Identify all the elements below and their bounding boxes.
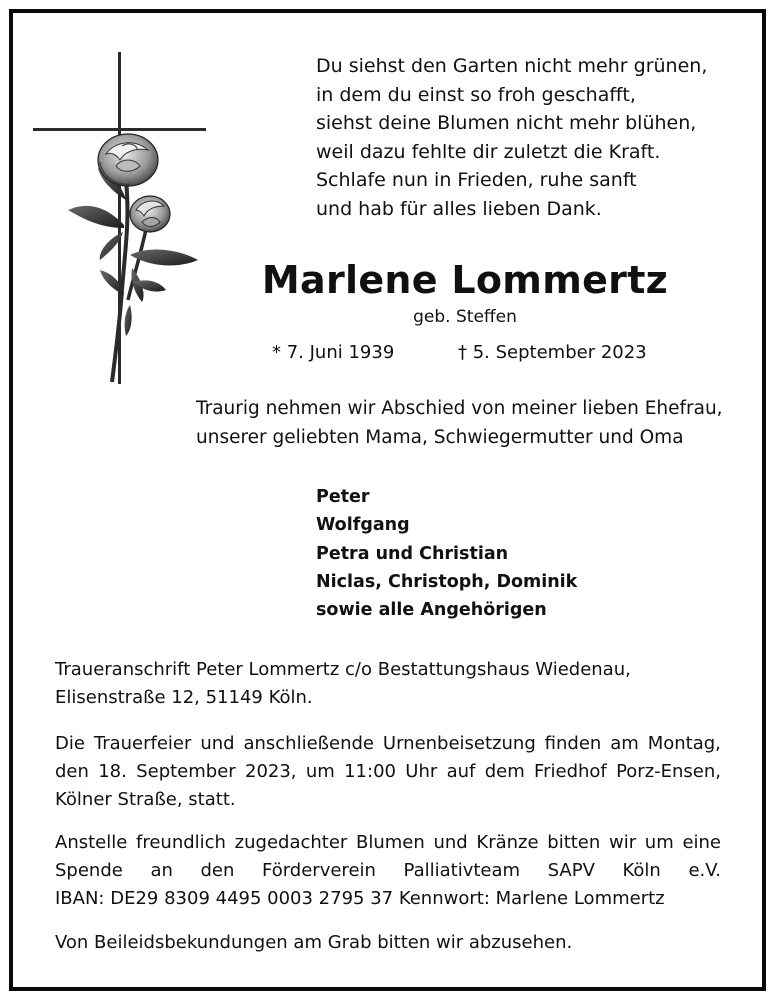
donation-word: Palliativteam <box>403 860 521 881</box>
poem-line: weil dazu fehlte dir zuletzt die Kraft. <box>316 140 661 163</box>
word: September <box>136 761 236 782</box>
poem-line: und hab für alles lieben Dank. <box>316 197 602 220</box>
donation-word: e.V. <box>688 860 721 881</box>
word: Friedhof <box>534 761 607 782</box>
word: um <box>644 832 674 853</box>
farewell-line: Traurig nehmen wir Abschied von meiner lieben Ehefrau, <box>196 398 723 419</box>
word: Montag, <box>647 733 721 754</box>
donation-request <box>55 829 721 913</box>
word: Porz-Ensen, <box>616 761 721 782</box>
mourner-name: Niclas, Christoph, Dominik <box>316 571 578 592</box>
memorial-poem <box>316 52 756 223</box>
farewell-line: unserer geliebten Mama, Schwiegermutter und Oma <box>196 426 684 448</box>
mourner-name: Petra und Christian <box>316 543 509 564</box>
word: finden <box>544 733 602 754</box>
donation-word: an <box>150 860 173 881</box>
ceremony-line <box>55 758 721 786</box>
word: Urnenbeisetzung <box>382 733 536 754</box>
farewell-text <box>196 395 756 452</box>
mourner-name: Peter <box>316 487 370 507</box>
word: bitten <box>547 832 601 853</box>
word: 2023, <box>245 761 297 782</box>
word: Blumen <box>356 832 425 853</box>
poem-line: Du siehst den Garten nicht mehr grünen, <box>316 55 708 77</box>
word: 11:00 <box>344 761 396 782</box>
donation-iban-line: IBAN: DE29 8309 4495 0003 2795 37 Kennwort: Marlene Lommertz <box>55 888 665 909</box>
word: Die <box>55 733 85 754</box>
word: und <box>200 733 235 754</box>
ceremony-info <box>55 730 721 814</box>
address-line: Traueranschrift Peter Lommertz c/o Bestattungshaus Wiedenau, <box>55 659 631 680</box>
word: eine <box>682 832 721 853</box>
word: freundlich <box>136 832 226 853</box>
deceased-name: Marlene Lommertz <box>261 258 669 302</box>
word: Trauerfeier <box>93 733 192 754</box>
ceremony-line: Kölner Straße, statt. <box>55 789 236 810</box>
donation-word: SAPV <box>547 860 595 881</box>
word: Uhr <box>405 761 438 782</box>
birth-date: * 7. Juni 1939 <box>272 342 395 363</box>
mourner-name: Wolfgang <box>316 515 410 536</box>
poem-line: siehst deine Blumen nicht mehr blühen, <box>316 112 697 134</box>
poem-line: in dem du einst so froh geschafft, <box>316 83 636 106</box>
word: Anstelle <box>55 832 128 853</box>
ceremony-line <box>55 730 721 758</box>
donation-word: Spende <box>55 860 123 881</box>
word: um <box>305 761 335 782</box>
mourning-address <box>55 656 721 712</box>
donation-word: Köln <box>622 860 661 881</box>
donation-word: den <box>200 860 235 881</box>
address-line: Elisenstraße 12, 51149 Köln. <box>55 687 313 708</box>
donation-word: Förderverein <box>262 860 376 881</box>
word: wir <box>608 832 637 853</box>
word: anschließende <box>243 733 374 754</box>
word: den <box>55 761 89 782</box>
word: am <box>610 733 639 754</box>
birth-name: geb. Steffen <box>413 307 517 327</box>
closing-note: Von Beileidsbekundungen am Grab bitten wir abzusehen. <box>55 932 573 953</box>
word: auf <box>446 761 476 782</box>
poem-line: Schlafe nun in Frieden, ruhe sanft <box>316 169 637 191</box>
donation-line-justified <box>55 857 721 885</box>
mourner-name: sowie alle Angehörigen <box>316 600 547 621</box>
word: Kränze <box>476 832 539 853</box>
word: und <box>433 832 468 853</box>
word: 18. <box>98 761 127 782</box>
death-date: † 5. September 2023 <box>458 342 647 363</box>
donation-line <box>55 829 721 857</box>
word: zugedachter <box>234 832 348 853</box>
word: dem <box>484 761 525 782</box>
cross-with-roses-icon <box>30 50 210 390</box>
mourners-list <box>316 483 577 624</box>
